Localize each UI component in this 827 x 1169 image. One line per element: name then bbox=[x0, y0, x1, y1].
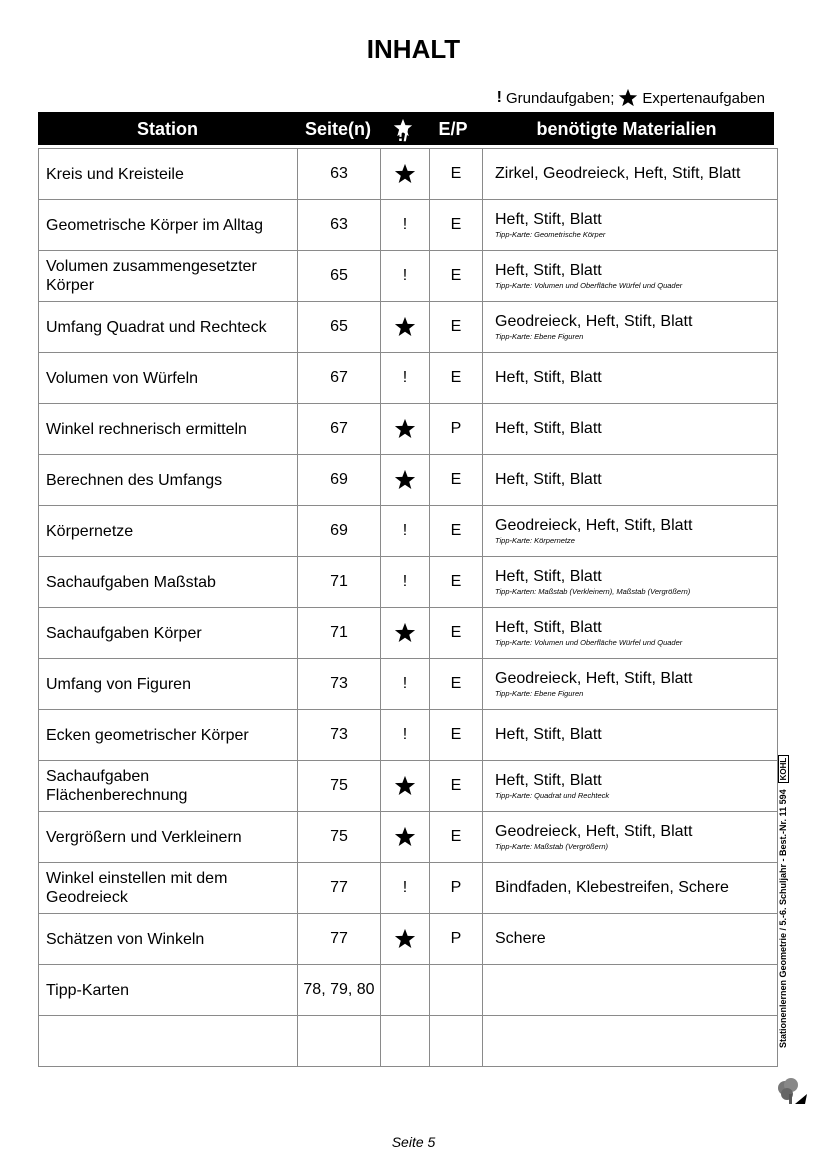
expert-star-marker bbox=[394, 930, 416, 947]
materialien-cell bbox=[483, 659, 778, 710]
legend-experten-label: Expertenaufgaben bbox=[642, 89, 765, 107]
tipp-karte-note: Tipp-Karte: Maßstab (Vergrößern) bbox=[495, 842, 609, 851]
station-cell: Winkel rechnerisch ermitteln bbox=[39, 404, 298, 455]
ep-cell: E bbox=[430, 659, 483, 710]
ep-cell: E bbox=[430, 302, 483, 353]
table-row bbox=[39, 812, 778, 863]
symbol-cell bbox=[381, 149, 430, 200]
ep-cell bbox=[430, 1016, 483, 1067]
symbol-cell bbox=[381, 557, 430, 608]
basic-task-marker: ! bbox=[402, 879, 408, 896]
symbol-cell bbox=[381, 251, 430, 302]
table-row bbox=[39, 149, 778, 200]
publisher-tree-logo bbox=[775, 1076, 809, 1106]
station-cell: Tipp-Karten bbox=[39, 965, 298, 1016]
table-row bbox=[39, 455, 778, 506]
materialien-text: Heft, Stift, Blatt bbox=[495, 772, 602, 789]
station-cell: Ecken geometrischer Körper bbox=[39, 710, 298, 761]
ep-cell: E bbox=[430, 455, 483, 506]
station-cell: Sachaufgaben Maßstab bbox=[39, 557, 298, 608]
table-row bbox=[39, 506, 778, 557]
expert-star-marker bbox=[394, 777, 416, 794]
station-cell: Winkel einstellen mit dem Geodreieck bbox=[39, 863, 298, 914]
table-row bbox=[39, 659, 778, 710]
station-cell: Geometrische Körper im Alltag bbox=[39, 200, 298, 251]
seite-cell: 71 bbox=[298, 557, 381, 608]
page-title: INHALT bbox=[366, 34, 461, 64]
basic-task-marker: ! bbox=[402, 573, 408, 590]
star-icon bbox=[394, 622, 416, 644]
materialien-text: Schere bbox=[495, 930, 546, 947]
header-station: Station bbox=[137, 119, 198, 139]
seite-cell: 75 bbox=[298, 761, 381, 812]
tipp-karte-note: Tipp-Karte: Ebene Figuren bbox=[495, 332, 584, 341]
expert-star-marker bbox=[394, 318, 416, 335]
materialien-text: Geodreieck, Heft, Stift, Blatt bbox=[495, 313, 693, 330]
star-icon bbox=[394, 163, 416, 185]
seite-cell: 67 bbox=[298, 353, 381, 404]
tipp-karte-note: Tipp-Karte: Volumen und Oberfläche Würfel und Quader bbox=[495, 638, 683, 647]
star-icon bbox=[394, 826, 416, 848]
header-seite: Seite(n) bbox=[304, 119, 371, 139]
tipp-karte-note: Tipp-Karten: Maßstab (Verkleinern), Maßstab (Vergrößern) bbox=[495, 587, 691, 596]
table-header bbox=[38, 112, 774, 145]
tipp-karte-note: Tipp-Karte: Ebene Figuren bbox=[495, 689, 584, 698]
header-materialien: benötigte Materialien bbox=[536, 119, 717, 139]
symbol-cell bbox=[381, 965, 430, 1016]
seite-cell: 69 bbox=[298, 455, 381, 506]
header-ep: E/P bbox=[438, 119, 468, 139]
table-row bbox=[39, 251, 778, 302]
symbol-cell bbox=[381, 761, 430, 812]
tipp-karte-note: Tipp-Karte: Volumen und Oberfläche Würfel und Quader bbox=[495, 281, 683, 290]
ep-cell: P bbox=[430, 914, 483, 965]
side-text: Stationenlernen Geometrie / 5.-6. Schuljahr - Best.-Nr. 11 594 bbox=[778, 789, 788, 1048]
materialien-cell bbox=[483, 710, 778, 761]
seite-cell: 75 bbox=[298, 812, 381, 863]
materialien-cell bbox=[483, 863, 778, 914]
materialien-cell bbox=[483, 200, 778, 251]
symbol-cell bbox=[381, 455, 430, 506]
seite-cell: 63 bbox=[298, 200, 381, 251]
publisher-logo-text: KOHL bbox=[778, 755, 789, 784]
seite-cell: 77 bbox=[298, 914, 381, 965]
symbol-cell bbox=[381, 914, 430, 965]
table-row bbox=[39, 353, 778, 404]
table-row bbox=[39, 200, 778, 251]
legend bbox=[497, 88, 765, 108]
symbol-cell bbox=[381, 353, 430, 404]
materialien-cell bbox=[483, 761, 778, 812]
materialien-cell bbox=[483, 353, 778, 404]
station-cell: Umfang von Figuren bbox=[39, 659, 298, 710]
table-row bbox=[39, 761, 778, 812]
materialien-cell bbox=[483, 557, 778, 608]
materialien-cell bbox=[483, 506, 778, 557]
tipp-karte-note: Tipp-Karte: Körpernetze bbox=[495, 536, 575, 545]
symbol-cell bbox=[381, 302, 430, 353]
station-cell: Schätzen von Winkeln bbox=[39, 914, 298, 965]
materialien-text: Heft, Stift, Blatt bbox=[495, 619, 602, 636]
symbol-cell bbox=[381, 200, 430, 251]
materialien-cell bbox=[483, 608, 778, 659]
legend-grund-label: Grundaufgaben; bbox=[505, 89, 615, 107]
seite-cell: 65 bbox=[298, 302, 381, 353]
header-symbol bbox=[379, 118, 427, 145]
table-row bbox=[39, 404, 778, 455]
station-cell: Körpernetze bbox=[39, 506, 298, 557]
station-cell: Vergrößern und Verkleinern bbox=[39, 812, 298, 863]
station-cell: Sachaufgaben Flächenberechnung bbox=[39, 761, 298, 812]
station-cell: Sachaufgaben Körper bbox=[39, 608, 298, 659]
symbol-cell bbox=[381, 710, 430, 761]
station-cell: Umfang Quadrat und Rechteck bbox=[39, 302, 298, 353]
table-row bbox=[39, 302, 778, 353]
materialien-cell bbox=[483, 914, 778, 965]
star-icon bbox=[394, 469, 416, 491]
materialien-cell bbox=[483, 965, 778, 1016]
materialien-text: Heft, Stift, Blatt bbox=[495, 420, 602, 437]
seite-cell: 69 bbox=[298, 506, 381, 557]
contents-table bbox=[38, 148, 778, 1067]
tipp-karte-note: Tipp-Karte: Geometrische Körper bbox=[495, 230, 606, 239]
ep-cell: E bbox=[430, 506, 483, 557]
exclamation-icon: ! bbox=[496, 89, 502, 106]
materialien-cell bbox=[483, 1016, 778, 1067]
star-icon bbox=[394, 775, 416, 797]
side-imprint bbox=[773, 748, 793, 1048]
table-row bbox=[39, 863, 778, 914]
materialien-text: Heft, Stift, Blatt bbox=[495, 211, 602, 228]
basic-task-marker: ! bbox=[402, 675, 408, 692]
basic-task-marker: ! bbox=[402, 522, 408, 539]
table-row bbox=[39, 710, 778, 761]
ep-cell: E bbox=[430, 761, 483, 812]
star-icon bbox=[394, 928, 416, 950]
symbol-cell bbox=[381, 812, 430, 863]
expert-star-marker bbox=[394, 471, 416, 488]
materialien-text: Geodreieck, Heft, Stift, Blatt bbox=[495, 517, 693, 534]
materialien-text: Zirkel, Geodreieck, Heft, Stift, Blatt bbox=[495, 165, 741, 182]
seite-cell: 63 bbox=[298, 149, 381, 200]
seite-cell: 67 bbox=[298, 404, 381, 455]
seite-cell: 65 bbox=[298, 251, 381, 302]
symbol-cell bbox=[381, 506, 430, 557]
station-cell: Kreis und Kreisteile bbox=[39, 149, 298, 200]
symbol-cell bbox=[381, 659, 430, 710]
materialien-text: Geodreieck, Heft, Stift, Blatt bbox=[495, 823, 693, 840]
ep-cell: E bbox=[430, 710, 483, 761]
seite-cell: 73 bbox=[298, 710, 381, 761]
table-row bbox=[39, 914, 778, 965]
station-cell: Berechnen des Umfangs bbox=[39, 455, 298, 506]
ep-cell: E bbox=[430, 149, 483, 200]
materialien-cell bbox=[483, 251, 778, 302]
materialien-text: Heft, Stift, Blatt bbox=[495, 262, 602, 279]
ep-cell: E bbox=[430, 608, 483, 659]
basic-task-marker: ! bbox=[402, 726, 408, 743]
materialien-text: Heft, Stift, Blatt bbox=[495, 726, 602, 743]
materialien-text: Bindfaden, Klebestreifen, Schere bbox=[495, 879, 729, 896]
expert-star-marker bbox=[394, 828, 416, 845]
ep-cell: E bbox=[430, 353, 483, 404]
tipp-karte-note: Tipp-Karte: Quadrat und Rechteck bbox=[495, 791, 610, 800]
ep-cell: P bbox=[430, 404, 483, 455]
expert-star-marker bbox=[394, 624, 416, 641]
table-row bbox=[39, 557, 778, 608]
station-cell bbox=[39, 1016, 298, 1067]
materialien-cell bbox=[483, 149, 778, 200]
materialien-text: Heft, Stift, Blatt bbox=[495, 369, 602, 386]
ep-cell: E bbox=[430, 251, 483, 302]
ep-cell: P bbox=[430, 863, 483, 914]
star-icon bbox=[394, 316, 416, 338]
seite-cell: 77 bbox=[298, 863, 381, 914]
seite-cell: 71 bbox=[298, 608, 381, 659]
station-cell: Volumen zusammengesetzter Körper bbox=[39, 251, 298, 302]
symbol-cell bbox=[381, 1016, 430, 1067]
table-row bbox=[39, 965, 778, 1016]
table-row bbox=[39, 1016, 778, 1067]
ep-cell bbox=[430, 965, 483, 1016]
basic-task-marker: ! bbox=[402, 267, 408, 284]
symbol-cell bbox=[381, 404, 430, 455]
ep-cell: E bbox=[430, 812, 483, 863]
ep-cell: E bbox=[430, 200, 483, 251]
page-footer: Seite 5 bbox=[391, 1134, 436, 1150]
basic-task-marker: ! bbox=[402, 216, 408, 233]
station-cell: Volumen von Würfeln bbox=[39, 353, 298, 404]
seite-cell: 78, 79, 80 bbox=[298, 965, 381, 1016]
seite-cell bbox=[298, 1016, 381, 1067]
table-row bbox=[39, 608, 778, 659]
materialien-cell bbox=[483, 455, 778, 506]
expert-star-marker bbox=[394, 165, 416, 182]
star-icon bbox=[618, 88, 638, 108]
header-symbol-prefix: !/ bbox=[397, 125, 409, 145]
symbol-cell bbox=[381, 863, 430, 914]
symbol-cell bbox=[381, 608, 430, 659]
materialien-text: Heft, Stift, Blatt bbox=[495, 568, 602, 585]
basic-task-marker: ! bbox=[402, 369, 408, 386]
materialien-text: Heft, Stift, Blatt bbox=[495, 471, 602, 488]
seite-cell: 73 bbox=[298, 659, 381, 710]
star-icon bbox=[394, 418, 416, 440]
materialien-cell bbox=[483, 404, 778, 455]
expert-star-marker bbox=[394, 420, 416, 437]
materialien-cell bbox=[483, 812, 778, 863]
ep-cell: E bbox=[430, 557, 483, 608]
materialien-text: Geodreieck, Heft, Stift, Blatt bbox=[495, 670, 693, 687]
materialien-cell bbox=[483, 302, 778, 353]
